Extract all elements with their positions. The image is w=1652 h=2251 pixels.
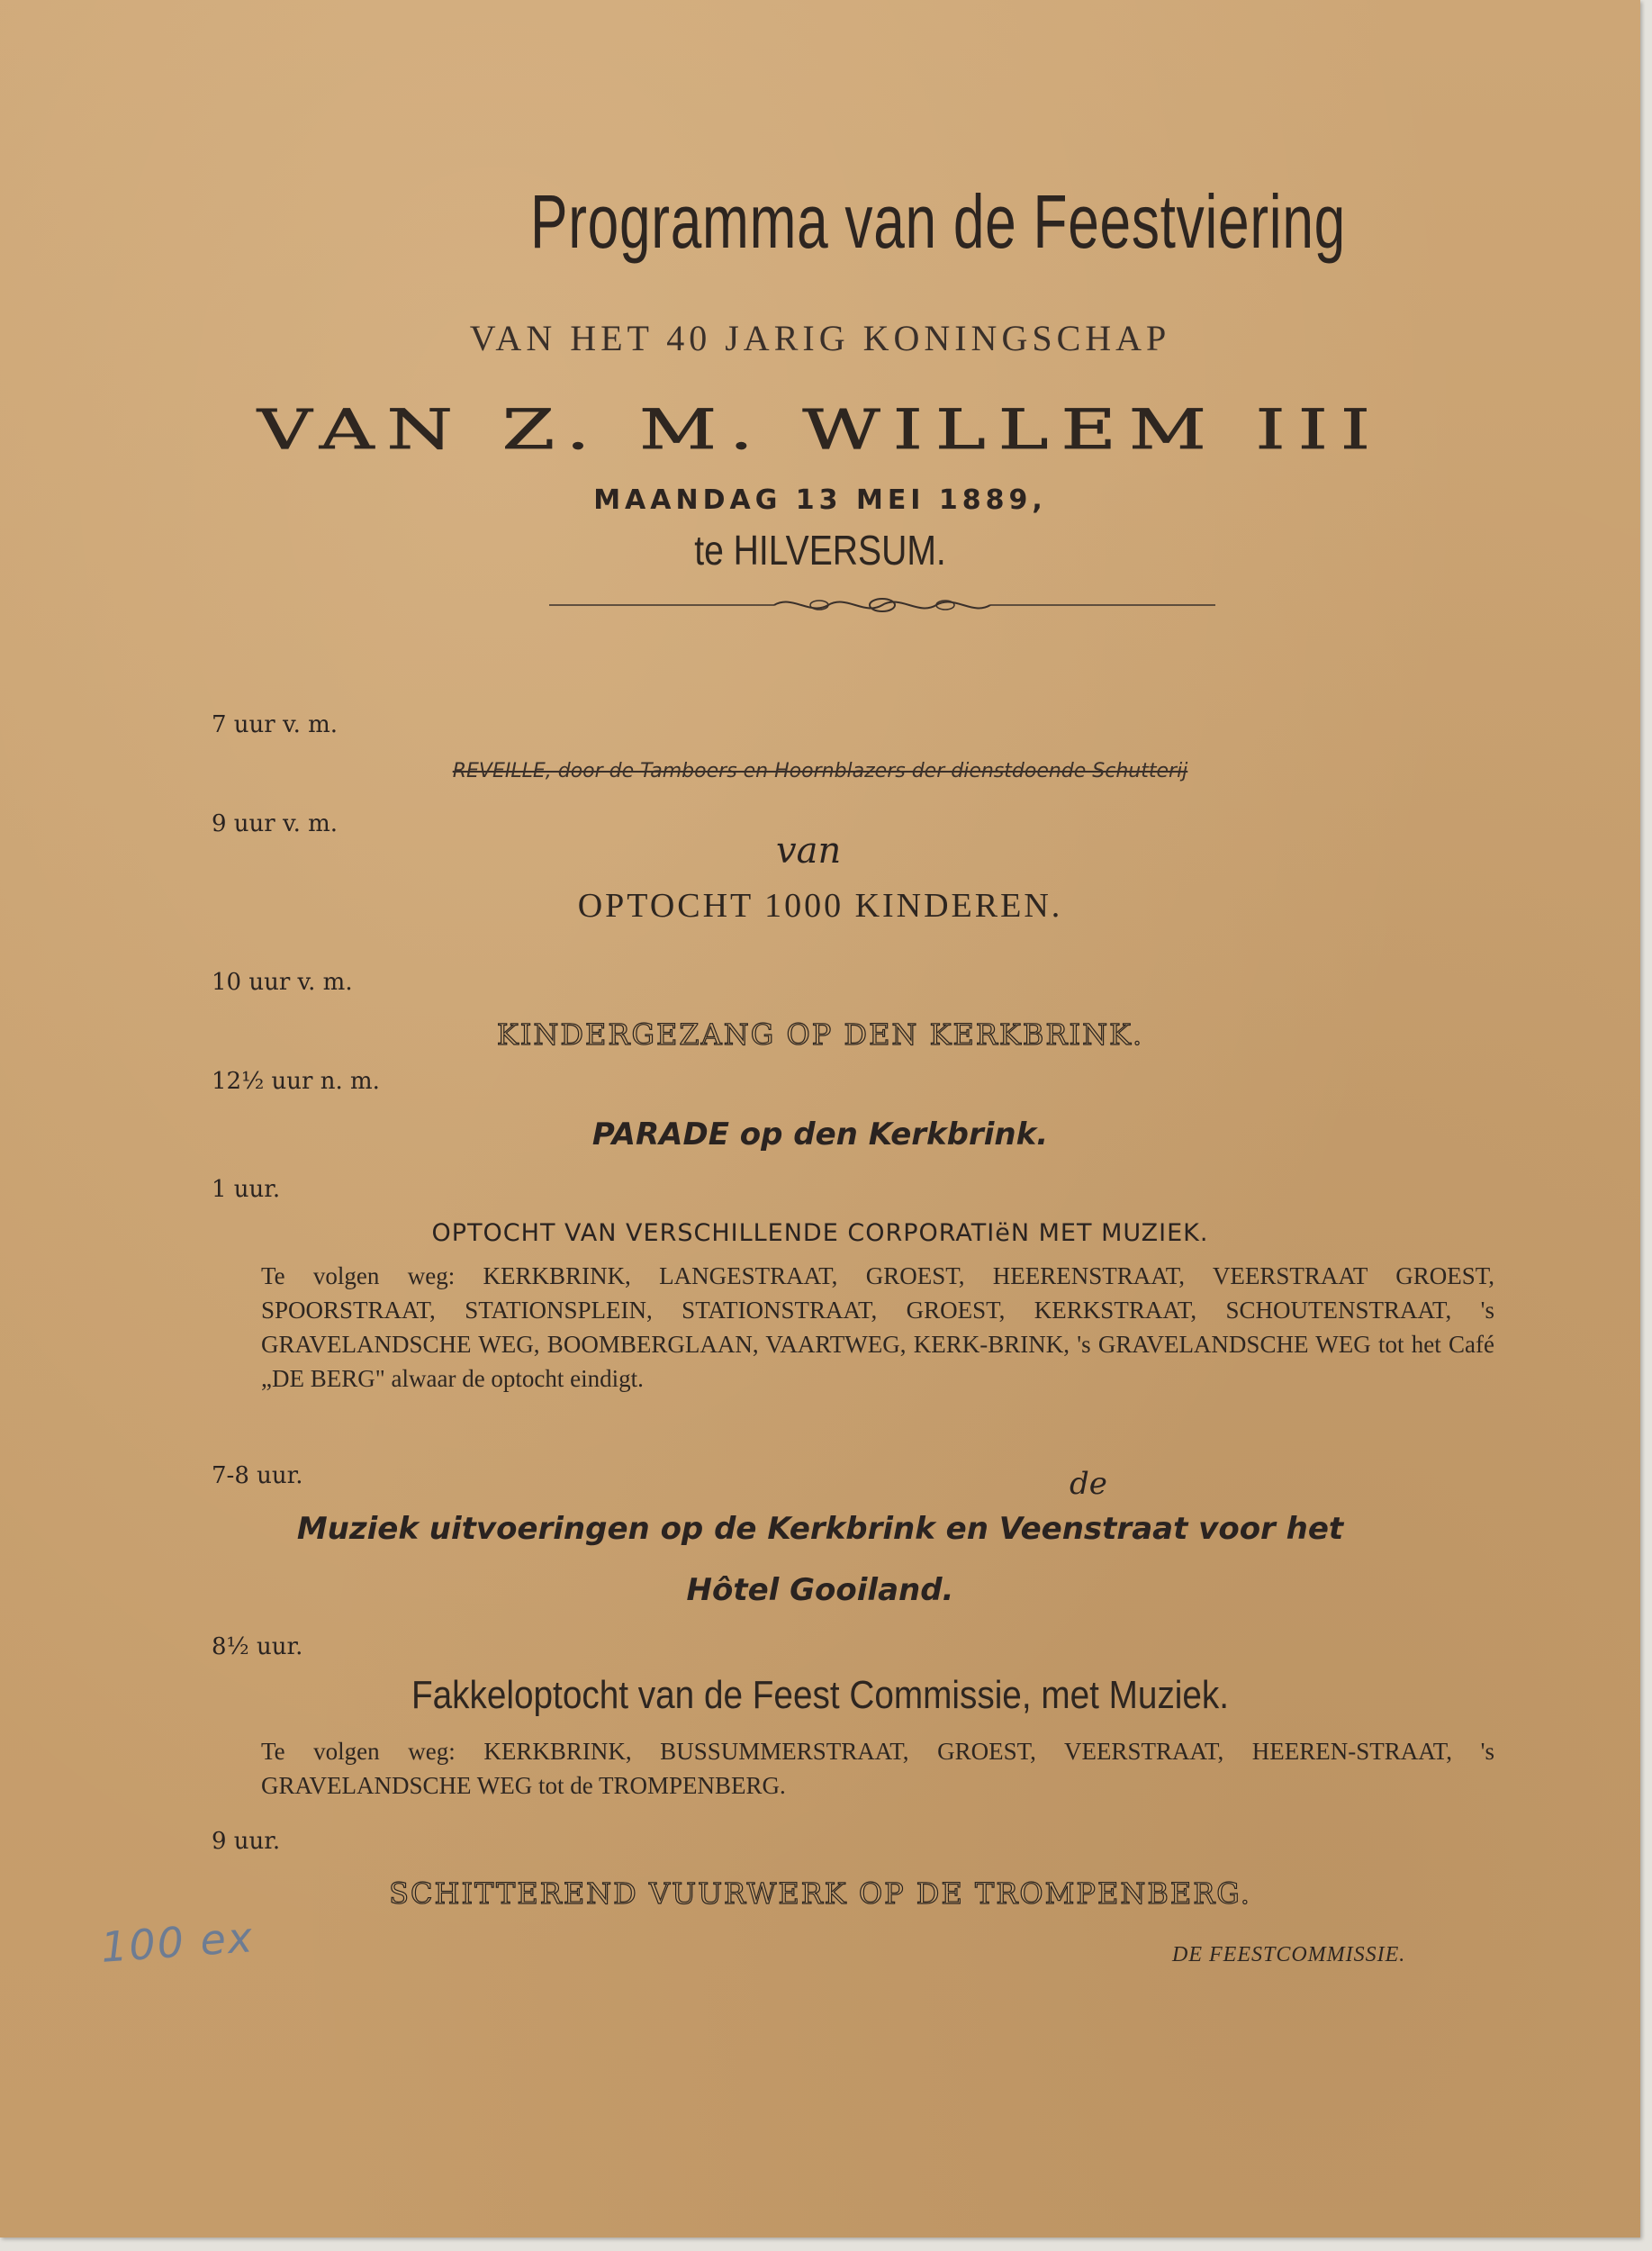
time-1: 1 uur. — [212, 1176, 281, 1203]
event-fireworks: SCHITTEREND VUURWERK OP DE TROMPENBERG. — [389, 1876, 1251, 1911]
event-parade: PARADE op den Kerkbrink. — [591, 1116, 1049, 1153]
event-torchlight: Fakkeloptocht van de Feest Commissie, met Muziek. — [411, 1673, 1230, 1717]
event-music-line2: Hôtel Gooiland. — [686, 1572, 954, 1608]
event-children-singing: KINDERGEZANG OP DEN KERKBRINK. — [496, 1017, 1144, 1052]
time-10: 10 uur v. m. — [212, 969, 353, 996]
time-8-half: 8½ uur. — [212, 1633, 303, 1660]
time-12-half: 12½ uur n. m. — [212, 1068, 380, 1095]
ornament-divider-icon — [549, 587, 1215, 623]
event-date: MAANDAG 13 MEI 1889, — [593, 484, 1047, 516]
time-9: 9 uur v. m. — [212, 810, 339, 837]
time-7: 7 uur v. m. — [212, 711, 339, 738]
event-place: te HILVERSUM. — [694, 527, 946, 574]
event-reveille: REVEILLE, door de Tamboers en Hoornblazers der dienstdoende Schutterij — [452, 760, 1188, 782]
handwritten-annotation-2: de — [1070, 1466, 1107, 1502]
time-7-8: 7-8 uur. — [212, 1462, 303, 1489]
handwritten-annotation: van — [776, 830, 842, 872]
poster-subtitle: VAN HET 40 JARIG KONINGSCHAP — [469, 318, 1171, 358]
route-torchlight: Te volgen weg: KERKBRINK, BUSSUMMERSTRAAT, GROEST, VEERSTRAAT, HEEREN-STRAAT, 's GRAVELANDSCHE WEG tot de TROMPENBERG. — [261, 1738, 1494, 1799]
event-children-parade: OPTOCHT 1000 KINDEREN. — [577, 887, 1063, 925]
signature-committee: DE FEESTCOMMISSIE. — [1172, 1943, 1406, 1966]
pencil-note: 100 ex — [99, 1912, 256, 1972]
time-9-evening: 9 uur. — [212, 1828, 281, 1855]
poster-title: Programma van de Feestviering — [530, 179, 1346, 264]
route-corporations: Te volgen weg: KERKBRINK, LANGESTRAAT, GROEST, HEERENSTRAAT, VEERSTRAAT GROEST, SPOORSTRAAT, STATIONSPLEIN, STATIONSTRAAT, GROEST, KERKSTRAAT, SCHOUTENSTRAAT, 's GRAVELANDSCHE WEG, BOOMBERGLAAN, VAARTWEG, KERK-BRINK, 's GRAVELANDSCHE WEG tot het Café „DE BERG" alwaar de optocht eindigt. — [261, 1262, 1494, 1392]
king-name: VAN Z. M. WILLEM III — [257, 398, 1384, 462]
event-corporations: OPTOCHT VAN VERSCHILLENDE CORPORATIëN MET MUZIEK. — [431, 1219, 1209, 1247]
event-music-line1: Muziek uitvoeringen op de Kerkbrink en Veenstraat voor het — [296, 1511, 1344, 1547]
